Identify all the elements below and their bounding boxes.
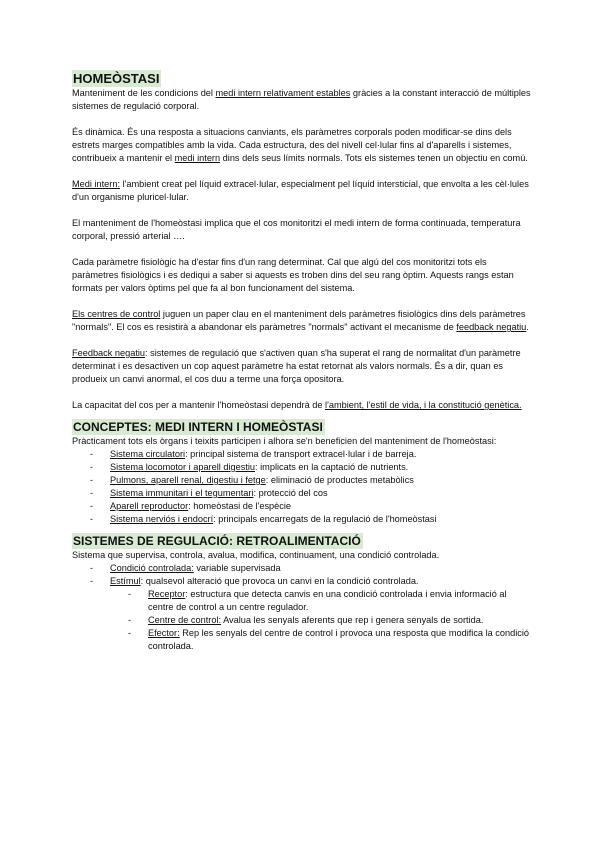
regulation-list — [72, 562, 532, 653]
list-item: - Aparell reproductor: homeòstasi de l'espècie — [72, 500, 532, 513]
list-item: - Pulmons, aparell renal, digestiu i fetge: eliminació de productes metabòlics — [72, 474, 532, 487]
list-item: - Receptor: estructura que detecta canvis en una condició controlada i envia informació al centre de control a un centre regulador. — [110, 588, 532, 614]
list-item: - Estímul: qualsevol alteració que provoca un canvi en la condició controlada. - Receptor: estructura que detecta canvis en una condició controlada i envia informació al centre de control a un centre regulador. - Centre de control: Avalua les senyals aferents que rep i genera senyals de sortida. - Efector: Rep les senyals del centre de control i provoca una resposta que modifica la condició controlada. — [72, 575, 532, 653]
list-item: - Sistema immunitari i el tegumentari: protecció del cos — [72, 487, 532, 500]
list-item: - Centre de control: Avalua les senyals aferents que rep i genera senyals de sortida. — [110, 614, 532, 627]
dynamic-paragraph: És dinàmica. És una resposta a situacions canviants, els paràmetres corporals poden modificar-se dins dels estrets marges compatibles amb la vida. Cada estructura, des del nivell cel·lular fins al d'aparells i sistemes, contribueix a mantenir el medi intern dins dels seus límits normals. Tots els sistemes tenen un objectiu en comú. — [72, 127, 528, 163]
list-item: - Sistema locomotor i aparell digestiu: implicats en la captació de nutrients. — [72, 461, 532, 474]
monitoring-paragraph: El manteniment de l'homeòstasi implica que el cos monitoritzi el medi intern de forma continuada, temperatura corporal, pressió arterial …. — [72, 218, 521, 241]
medi-intern-paragraph: Medi intern: l'ambient creat pel líquid extracel·lular, especialment pel líquid intersticial, que envolta a les cèl·lules d'un organisme pluricel·lular. — [72, 179, 529, 202]
list-item: - Sistema nerviós i endocrí: principals encarregats de la regulació de l'homeòstasi — [72, 513, 532, 526]
section-heading-concepts: CONCEPTES: MEDI INTERN I HOMEÒSTASI — [73, 420, 323, 434]
concepts-intro: Pràcticament tots els òrgans i teixits participen i alhora se'n beneficien del manteniment de l'homeòstasi: — [72, 436, 497, 446]
section-heading-regulation: SISTEMES DE REGULACIÓ: RETROALIMENTACIÓ — [73, 534, 361, 548]
list-item: - Efector: Rep les senyals del centre de control i provoca una resposta que modifica la condició controlada. — [110, 627, 532, 653]
regulation-sublist — [110, 588, 532, 653]
list-item: - Sistema circulatori: principal sistema de transport extracel·lular i de barreja. — [72, 448, 532, 461]
systems-list — [72, 448, 532, 526]
capacity-paragraph: La capacitat del cos per a mantenir l'homeòstasi dependrà de l'ambient, l'estil de vida, i la constitució genètica. — [72, 400, 522, 410]
regulation-intro: Sistema que supervisa, controla, avalua, modifica, continuament, una condició controlada. — [72, 550, 440, 560]
range-paragraph: Cada paràmetre fisiològic ha d'estar fins d'un rang determinat. Cal que algú del cos monitoritzi tots els paràmetres fisiològics i es dediqui a saber si aquests es troben dins del seu rang òptim. Aquests rangs estan formats per valors òptims pel que fa al bon funcionament del sistema. — [72, 257, 514, 293]
definition-paragraph: Manteniment de les condicions del medi intern relativament estables gràcies a la constant interacció de múltiples sistemes de regulació corporal. — [72, 88, 531, 111]
feedback-paragraph: Feedback negatiu: sistemes de regulació que s'activen quan s'ha superat el rang de normalitat d'un paràmetre determinat i es desactiven un cop aquest paràmetre ha estat retornat als valors normals. És a dir, quan es produeix un canvi anormal, el cos duu a terme una força opositora. — [72, 348, 521, 384]
control-centres-paragraph: Els centres de control juguen un paper clau en el manteniment dels paràmetres fisiològics dins dels paràmetres "normals". El cos es resistirà a abandonar els paràmetres "normals" activant el mecanisme de feedback negatiu. — [72, 309, 529, 332]
page-title: HOMEÒSTASI — [73, 71, 160, 86]
list-item: - Condició controlada: variable supervisada — [72, 562, 532, 575]
